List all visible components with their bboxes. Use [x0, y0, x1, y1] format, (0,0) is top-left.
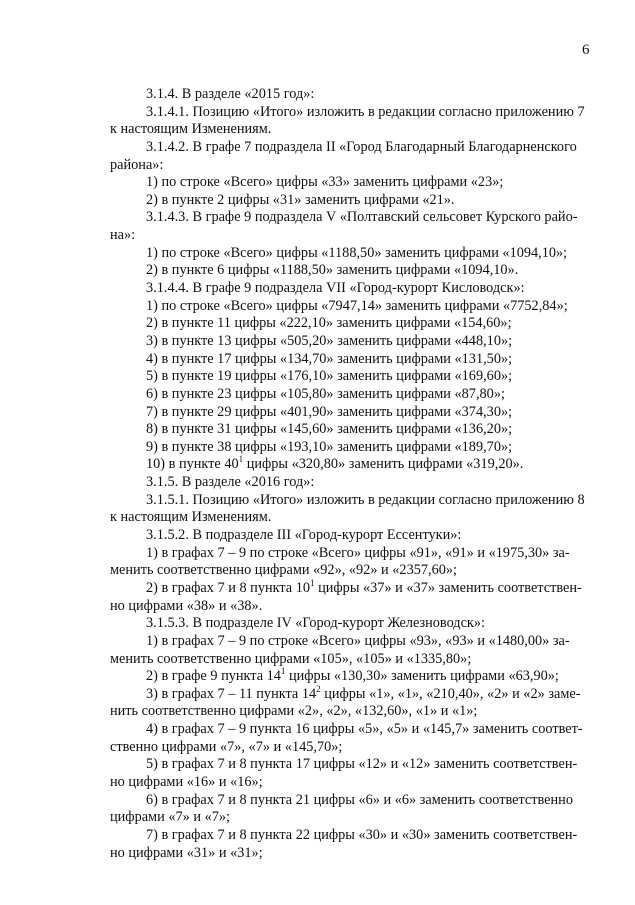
- line-text: менить соответственно цифрами «105», «105» и «1335,80»;: [110, 650, 472, 667]
- text-line: [110, 209, 602, 227]
- text-line: [110, 192, 602, 210]
- text-line: [110, 368, 602, 386]
- line-text: 2) в пункте 11 цифры «222,10» заменить цифрами «154,60»;: [146, 315, 512, 332]
- text-line: [110, 333, 602, 351]
- line-text: 4) в графах 7 – 9 пункта 16 цифры «5», «5» и «145,7» заменить соответ-: [146, 721, 583, 738]
- text-line: [110, 86, 602, 104]
- text-line: [110, 351, 602, 369]
- line-text: 6) в пункте 23 цифры «105,80» заменить цифрами «87,80»;: [146, 385, 505, 402]
- line-text: цифры «130,30» заменить цифрами «63,90»;: [285, 668, 559, 685]
- text-line: [110, 527, 602, 545]
- text-line: [110, 245, 602, 263]
- text-line: [110, 545, 602, 563]
- line-text: цифры «37» и «37» заменить соответствен-: [314, 579, 582, 596]
- line-text: 2) в пункте 2 цифры «31» заменить цифрами «21».: [146, 191, 455, 208]
- line-text: 3) в графах 7 – 11 пункта 14: [146, 685, 317, 702]
- line-text: 2) в пункте 6 цифры «1188,50» заменить цифрами «1094,10».: [146, 262, 519, 279]
- text-line: [110, 404, 602, 422]
- text-line: [110, 315, 602, 333]
- line-text: 5) в графах 7 и 8 пункта 17 цифры «12» и «12» заменить соответствен-: [146, 756, 578, 773]
- text-line: [110, 121, 602, 139]
- line-text: цифры «320,80» заменить цифрами «319,20».: [243, 456, 524, 473]
- superscript: 1: [280, 666, 286, 677]
- text-line: [110, 227, 602, 245]
- line-text: но цифрами «38» и «38».: [110, 597, 263, 614]
- line-text: 3.1.5. В разделе «2016 год»:: [146, 474, 315, 491]
- line-text: района»:: [110, 156, 164, 173]
- text-line: [110, 456, 602, 474]
- text-line: [110, 562, 602, 580]
- text-line: [110, 139, 602, 157]
- line-text: 3.1.4.3. В графе 9 подраздела V «Полтавский сельсовет Курского райо-: [146, 209, 578, 226]
- line-text: 1) по строке «Всего» цифры «1188,50» заменить цифрами «1094,10»;: [146, 244, 568, 261]
- line-text: менить соответственно цифрами «92», «92» и «2357,60»;: [110, 562, 458, 579]
- line-text: 3.1.5.3. В подразделе IV «Город-курорт Железноводск»:: [146, 615, 485, 632]
- text-line: [110, 474, 602, 492]
- text-line: [110, 298, 602, 316]
- text-line: [110, 439, 602, 457]
- text-line: [110, 827, 602, 845]
- text-line: [110, 721, 602, 739]
- text-line: [110, 280, 602, 298]
- line-text: 1) по строке «Всего» цифры «7947,14» заменить цифрами «7752,84»;: [146, 297, 568, 314]
- line-text: 8) в пункте 31 цифры «145,60» заменить цифрами «136,20»;: [146, 421, 513, 438]
- superscript: 1: [310, 577, 315, 588]
- line-text: 3) в пункте 13 цифры «505,20» заменить цифрами «448,10»;: [146, 332, 513, 349]
- line-text: к настоящим Изменениям.: [110, 509, 272, 526]
- line-text: 3.1.4.4. В графе 9 подраздела VII «Город-курорт Кисловодск»:: [146, 280, 525, 297]
- document-body: [110, 86, 602, 862]
- line-text: 3.1.5.1. Позицию «Итого» изложить в редакции согласно приложению 8: [146, 491, 585, 508]
- text-line: [110, 615, 602, 633]
- line-text: цифрами «7» и «7»;: [110, 809, 230, 826]
- text-line: [110, 774, 602, 792]
- text-line: [110, 756, 602, 774]
- line-text: на»:: [110, 227, 136, 244]
- text-line: [110, 104, 602, 122]
- line-text: но цифрами «31» и «31»;: [110, 844, 263, 861]
- line-text: 1) в графах 7 – 9 по строке «Всего» цифры «91», «91» и «1975,30» за-: [146, 544, 570, 561]
- line-text: 6) в графах 7 и 8 пункта 21 цифры «6» и «6» заменить соответственно: [146, 791, 573, 808]
- line-text: 7) в графах 7 и 8 пункта 22 цифры «30» и «30» заменить соответствен-: [146, 826, 578, 843]
- superscript: 2: [316, 683, 321, 694]
- text-line: [110, 651, 602, 669]
- line-text: 5) в пункте 19 цифры «176,10» заменить цифрами «169,60»;: [146, 368, 513, 385]
- line-text: цифры «1», «1», «210,40», «2» и «2» заме-: [320, 685, 581, 702]
- line-text: 3.1.4.1. Позицию «Итого» изложить в редакции согласно приложению 7: [146, 103, 585, 120]
- text-line: [110, 739, 602, 757]
- text-line: [110, 174, 602, 192]
- superscript: 1: [238, 454, 244, 465]
- line-text: к настоящим Изменениям.: [110, 121, 272, 138]
- line-text: 1) по строке «Всего» цифры «33» заменить цифрами «23»;: [146, 174, 504, 191]
- line-text: 1) в графах 7 – 9 по строке «Всего» цифры «93», «93» и «1480,00» за-: [146, 632, 570, 649]
- text-line: [110, 262, 602, 280]
- text-line: [110, 809, 602, 827]
- text-line: [110, 683, 602, 704]
- text-line: [110, 577, 602, 598]
- line-text: 10) в пункте 40: [146, 456, 239, 473]
- page-number: 6: [582, 42, 590, 58]
- text-line: [110, 633, 602, 651]
- line-text: ственно цифрами «7», «7» и «145,70»;: [110, 738, 343, 755]
- line-text: 3.1.5.2. В подразделе III «Город-курорт Ессентуки»:: [146, 527, 462, 544]
- line-text: но цифрами «16» и «16»;: [110, 773, 263, 790]
- text-line: [110, 492, 602, 510]
- text-line: [110, 703, 602, 721]
- line-text: 4) в пункте 17 цифры «134,70» заменить цифрами «131,50»;: [146, 350, 513, 367]
- text-line: [110, 386, 602, 404]
- text-line: [110, 598, 602, 616]
- line-text: нить соответственно цифрами «2», «2», «132,60», «1» и «1»;: [110, 703, 478, 720]
- line-text: 3.1.4.2. В графе 7 подраздела II «Город Благодарный Благодарненского: [146, 138, 577, 155]
- text-line: [110, 509, 602, 527]
- text-line: [110, 157, 602, 175]
- text-line: [110, 845, 602, 863]
- text-line: [110, 668, 602, 686]
- text-line: [110, 792, 602, 810]
- line-text: 9) в пункте 38 цифры «193,10» заменить цифрами «189,70»;: [146, 438, 513, 455]
- text-line: [110, 421, 602, 439]
- line-text: 2) в графе 9 пункта 14: [146, 668, 281, 685]
- line-text: 7) в пункте 29 цифры «401,90» заменить цифрами «374,30»;: [146, 403, 513, 420]
- line-text: 3.1.4. В разделе «2015 год»:: [146, 86, 315, 102]
- line-text: 2) в графах 7 и 8 пункта 10: [146, 579, 311, 596]
